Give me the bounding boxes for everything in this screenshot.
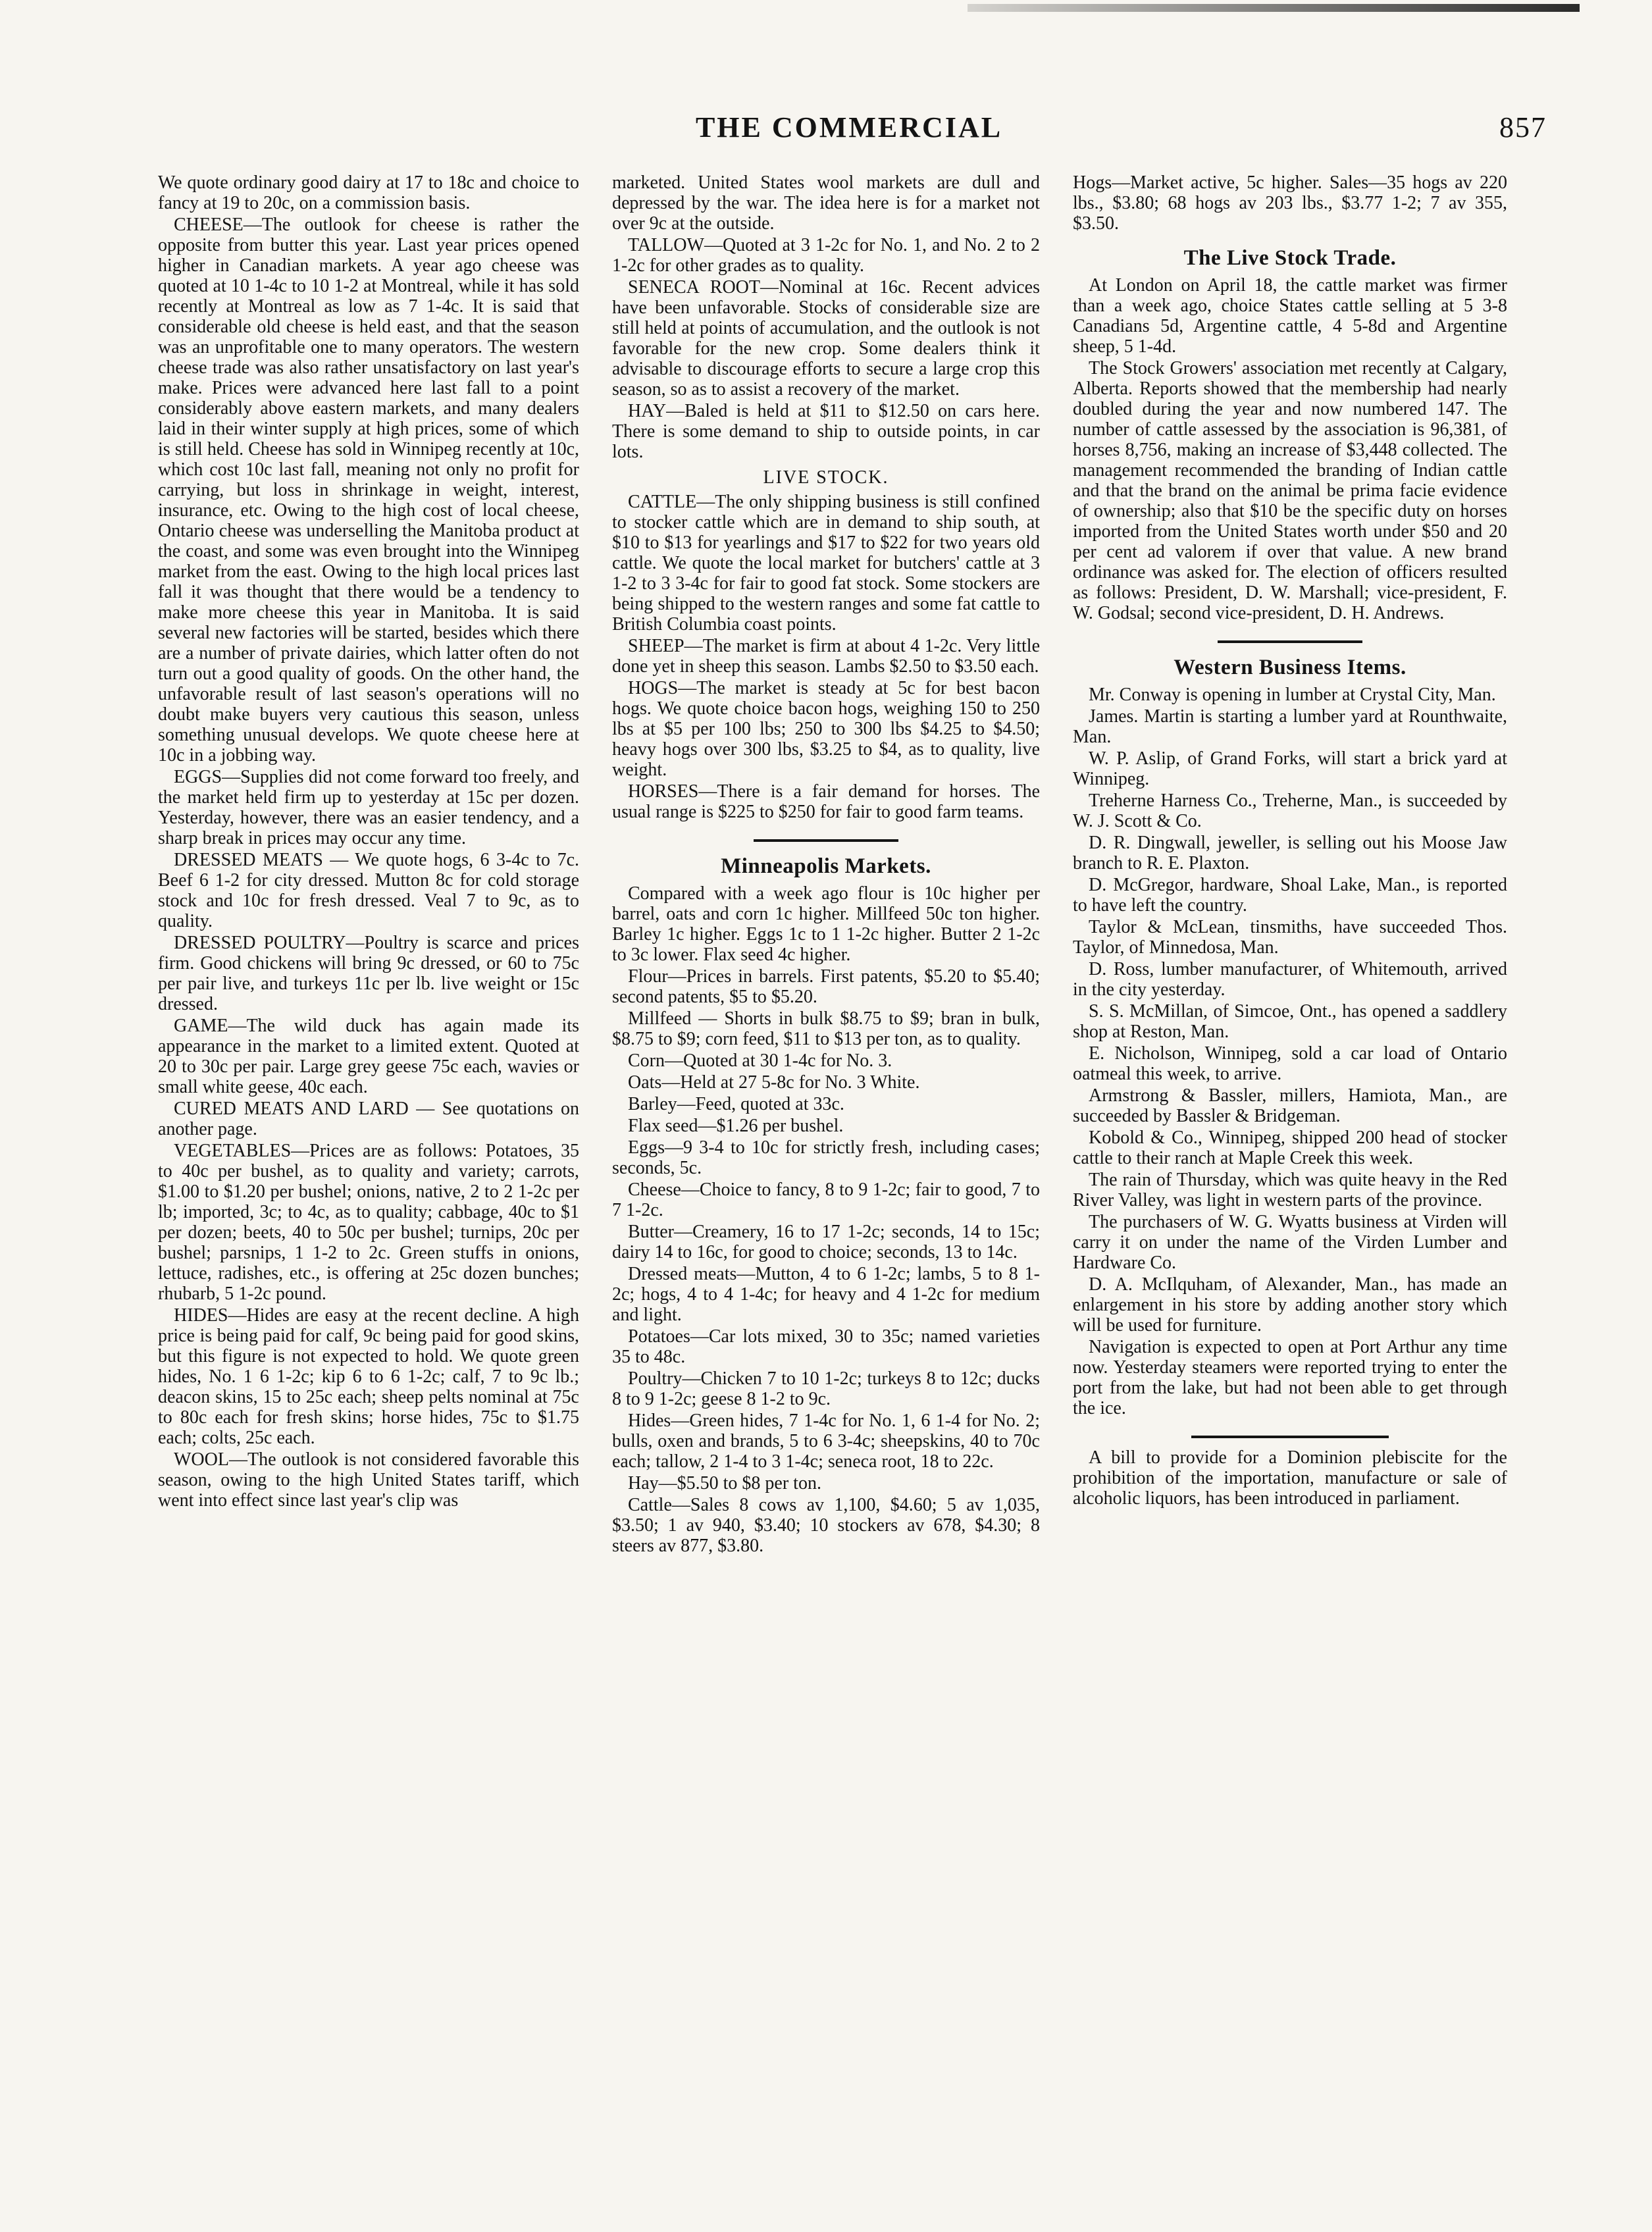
paragraph: marketed. United States wool markets are dull and depressed by the war. The idea here is for a market not over 9c at the outside. (612, 172, 1040, 234)
list-item: The rain of Thursday, which was quite heavy in the Red River Valley, was light in western parts of the province. (1073, 1170, 1507, 1210)
column-2 (612, 172, 1040, 2133)
list-item: D. R. Dingwall, jeweller, is selling out his Moose Jaw branch to R. E. Plaxton. (1073, 833, 1507, 873)
paragraph: Hogs—Market active, 5c higher. Sales—35 hogs av 220 lbs., $3.80; 68 hogs av 203 lbs., $3.77 1-2; 7 av 355, $3.50. (1073, 172, 1507, 234)
paragraph: Flax seed—$1.26 per bushel. (628, 1116, 844, 1136)
paragraph: HORSES—There is a fair demand for horses. The usual range is $225 to $250 for fair to good farm teams. (612, 781, 1040, 822)
section-heading-live-stock: LIVE STOCK. (763, 467, 889, 488)
paragraph: TALLOW—Quoted at 3 1-2c for No. 1, and No. 2 to 2 1-2c for other grades as to quality. (612, 235, 1040, 276)
paragraph: Millfeed — Shorts in bulk $8.75 to $9; bran in bulk, $8.75 to $9; corn feed, $11 to $13 per ton, as to quality. (612, 1008, 1040, 1049)
column-1 (158, 172, 579, 2133)
article-heading-minneapolis: Minneapolis Markets. (721, 854, 931, 878)
paragraph: CATTLE—The only shipping business is still confined to stocker cattle which are in demand to ship south, at $10 to $13 for yearlings and $17 to $22 for two years old cattle. We quote the local market for butchers' cattle at 3 1-2 to 3 3-4c for fair to good fat stock. Some stockers are being shipped to the western ranges and some fat cattle to British Columbia coast points. (612, 492, 1040, 635)
article-heading-western-business: Western Business Items. (1174, 656, 1407, 679)
paragraph: Barley—Feed, quoted at 33c. (628, 1094, 844, 1114)
paragraph: HIDES—Hides are easy at the recent decline. A high price is being paid for calf, 9c being paid for good skins, but this figure is not expected to hold. We quote green hides, No. 1 6 1-2c; kip 6 to 6 1-2c; calf, 7 to 9c lb.; deacon skins, 15 to 25c each; sheep pelts nominal at 75c to 80c each for fresh skins; horse hides, 75c to $1.75 each; colts, 25c each. (158, 1305, 579, 1448)
list-item: D. McGregor, hardware, Shoal Lake, Man., is reported to have left the country. (1073, 875, 1507, 916)
paragraph: Butter—Creamery, 16 to 17 1-2c; seconds, 14 to 15c; dairy 14 to 16c, for good to choice; seconds, 13 to 14c. (612, 1222, 1040, 1262)
paragraph: GAME—The wild duck has again made its appearance in the market to a limited extent. Quoted at 20 to 30c per pair. Large grey geese 75c each, wavies or small white geese, 40c each. (158, 1016, 579, 1097)
publication-title: THE COMMERCIAL (695, 111, 1003, 143)
list-item: W. P. Aslip, of Grand Forks, will start a brick yard at Winnipeg. (1073, 748, 1507, 789)
paragraph: Hay—$5.50 to $8 per ton. (628, 1473, 821, 1493)
paragraph: HOGS—The market is steady at 5c for best bacon hogs. We quote choice bacon hogs, weighing 150 to 250 lbs at $5 per 100 lbs; 250 to 300 lbs $4.25 to $4.50; heavy hogs over 300 lbs, $3.25 to $4, as to quality, live weight. (612, 678, 1040, 780)
list-item: Treherne Harness Co., Treherne, Man., is succeeded by W. J. Scott & Co. (1073, 791, 1507, 831)
paragraph: Potatoes—Car lots mixed, 30 to 35c; named varieties 35 to 48c. (612, 1326, 1040, 1367)
article-heading-live-stock-trade: The Live Stock Trade. (1183, 246, 1397, 270)
list-item: James. Martin is starting a lumber yard at Rounthwaite, Man. (1073, 706, 1507, 747)
paragraph: VEGETABLES—Prices are as follows: Potatoes, 35 to 40c per bushel, as to quality and variety; carrots, $1.00 to $1.20 per bushel; onions, native, 2 to 2 1-2c per lb; imported, 3c; to 4c, as to quality; cabbage, 40c to $1 per dozen; beets, 40 to 50c per bushel; turnips, 20c per bushel; parsnips, 1 1-2 to 2c. Green stuffs in onions, lettuce, radishes, etc., is offering at 25c dozen bunches; rhubarb, 5 1-2c pound. (158, 1141, 579, 1304)
list-item: Mr. Conway is opening in lumber at Crystal City, Man. (1089, 685, 1496, 705)
list-item: S. S. McMillan, of Simcoe, Ont., has opened a saddlery shop at Reston, Man. (1073, 1001, 1507, 1042)
list-item: Armstrong & Bassler, millers, Hamiota, Man., are succeeded by Bassler & Bridgeman. (1073, 1085, 1507, 1126)
paragraph: A bill to provide for a Dominion plebiscite for the prohibition of the importation, manufacture or sale of alcoholic liquors, has been introduced in parliament. (1073, 1447, 1507, 1509)
list-item: Taylor & McLean, tinsmiths, have succeeded Thos. Taylor, of Minnedosa, Man. (1073, 917, 1507, 958)
list-item: D. A. McIlquham, of Alexander, Man., has made an enlargement in his store by adding another story which will be used for furniture. (1073, 1274, 1507, 1336)
paragraph: Dressed meats—Mutton, 4 to 6 1-2c; lambs, 5 to 8 1-2c; hogs, 4 to 4 1-4c; for heavy and 4 1-2c for medium and light. (612, 1264, 1040, 1325)
paragraph: Corn—Quoted at 30 1-4c for No. 3. (628, 1051, 892, 1071)
section-divider (1191, 1436, 1389, 1438)
paragraph: SHEEP—The market is firm at about 4 1-2c. Very little done yet in sheep this season. Lambs $2.50 to $3.50 each. (612, 636, 1040, 677)
paragraph: HAY—Baled is held at $11 to $12.50 on cars here. There is some demand to ship to outside points, in car lots. (612, 401, 1040, 462)
section-divider (754, 839, 898, 842)
paragraph: EGGS—Supplies did not come forward too freely, and the market held firm up to yesterday at 15c per dozen. Yesterday, however, there was an easier tendency, and a sharp break in prices may occur any time. (158, 767, 579, 848)
paragraph: Cattle—Sales 8 cows av 1,100, $4.60; 5 av 1,035, $3.50; 1 av 940, $3.40; 10 stockers av 678, $4.30; 8 steers av 877, $3.80. (612, 1495, 1040, 1556)
page-number: 857 (1499, 111, 1547, 143)
top-decorative-rule (968, 4, 1580, 12)
list-item: D. Ross, lumber manufacturer, of Whitemouth, arrived in the city yesterday. (1073, 959, 1507, 1000)
paragraph: Compared with a week ago flour is 10c higher per barrel, oats and corn 1c higher. Millfeed 50c ton higher. Barley 1c higher. Eggs 1c to 1 1-2c higher. Butter 2 1-2c to 3c lower. Flax seed 4c higher. (612, 883, 1040, 965)
paragraph: CURED MEATS AND LARD — See quotations on another page. (158, 1099, 579, 1139)
paragraph: CHEESE—The outlook for cheese is rather the opposite from butter this year. Last year prices opened higher in Canadian markets. A year ago cheese was quoted at 10 1-4c to 10 1-2 at Montreal, while it has sold recently at Montreal as low as 7 1-4c. It is said that considerable old cheese is held east, and that the season was an unprofitable one to many operators. The western cheese trade was also rather unsatisfactory on last year's make. Prices were advanced here last fall to a point considerably above eastern markets, and many dealers laid in their winter supply at high prices, some of which is still held. Cheese has sold in Winnipeg recently at 10c, which cost 10c last fall, meaning not only no profit for carrying, but loss in shrinkage in weight, interest, insurance, etc. Owing to the high cost of local cheese, Ontario cheese was underselling the Manitoba product at the coast, and some was even brought into the Winnipeg market from the east. Owing to the high local prices last fall it was thought that there would be a tendency to make more cheese this year in Manitoba. It is said several new factories will be started, besides which there are a number of private dairies, which latter often do not turn out a good quality of goods. On the other hand, the unfavorable result of last season's operations will no doubt make buyers very cautious this season, unless something unusual develops. We quote cheese here at 10c in a jobbing way. (158, 215, 579, 766)
paragraph: DRESSED MEATS — We quote hogs, 6 3-4c to 7c. Beef 6 1-2 for city dressed. Mutton 8c for cold storage stock and 10c for fresh dressed. Veal 7 to 9c, as to quality. (158, 850, 579, 931)
paragraph: Oats—Held at 27 5-8c for No. 3 White. (628, 1072, 920, 1093)
list-item: Navigation is expected to open at Port Arthur any time now. Yesterday steamers were reported trying to enter the port from the lake, but had not been able to get through the ice. (1073, 1337, 1507, 1418)
section-divider (1218, 640, 1362, 643)
paragraph: Poultry—Chicken 7 to 10 1-2c; turkeys 8 to 12c; ducks 8 to 9 1-2c; geese 8 1-2 to 9c. (612, 1368, 1040, 1409)
list-item: The purchasers of W. G. Wyatts business at Virden will carry it on under the name of the Virden Lumber and Hardware Co. (1073, 1212, 1507, 1273)
list-item: Kobold & Co., Winnipeg, shipped 200 head of stocker cattle to their ranch at Maple Creek this week. (1073, 1128, 1507, 1168)
paragraph: We quote ordinary good dairy at 17 to 18c and choice to fancy at 19 to 20c, on a commission basis. (158, 172, 579, 213)
paragraph: Eggs—9 3-4 to 10c for strictly fresh, including cases; seconds, 5c. (612, 1137, 1040, 1178)
paragraph: WOOL—The outlook is not considered favorable this season, owing to the high United States tariff, which went into effect since last year's clip was (158, 1449, 579, 1511)
column-3 (1073, 172, 1507, 2133)
paragraph: Flour—Prices in barrels. First patents, $5.20 to $5.40; second patents, $5 to $5.20. (612, 966, 1040, 1007)
paragraph: Cheese—Choice to fancy, 8 to 9 1-2c; fair to good, 7 to 7 1-2c. (612, 1180, 1040, 1220)
paragraph: DRESSED POULTRY—Poultry is scarce and prices firm. Good chickens will bring 9c dressed, or 60 to 75c per pair live, and turkeys 11c per lb. live weight or 15c dressed. (158, 933, 579, 1014)
paragraph: SENECA ROOT—Nominal at 16c. Recent advices have been unfavorable. Stocks of considerable size are still held at points of accumulation, and the outlook is not favorable for the new crop. Some dealers think it advisable to discourage efforts to secure a large crop this season, so as to assist a recovery of the market. (612, 277, 1040, 400)
masthead (151, 111, 1547, 157)
paragraph: Hides—Green hides, 7 1-4c for No. 1, 6 1-4 for No. 2; bulls, oxen and brands, 5 to 6 3-4c; sheepskins, 40 to 70c each; tallow, 2 1-4 to 3 1-4c; seneca root, 18 to 22c. (612, 1411, 1040, 1472)
list-item: E. Nicholson, Winnipeg, sold a car load of Ontario oatmeal this week, to arrive. (1073, 1043, 1507, 1084)
paragraph: The Stock Growers' association met recently at Calgary, Alberta. Reports showed that the membership had nearly doubled during the year and now numbered 147. The number of cattle assessed by the association is 96,381, of horses 8,756, making an increase of $3,448 collected. The management recommended the branding of Indian cattle and that the brand on the animal be prima facie evidence of ownership; also that $10 be the specific duty on horses imported from the United States worth under $50 and 20 per cent ad valorem if over that value. A new brand ordinance was asked for. The election of officers resulted as follows: President, D. W. Marshall; vice-president, F. W. Godsal; second vice-president, D. H. Andrews. (1073, 358, 1507, 623)
paragraph: At London on April 18, the cattle market was firmer than a week ago, choice States cattle selling at 5 3-8 Canadians 5d, Argentine cattle, 4 5-8d and Argentine sheep, 5 1-4d. (1073, 275, 1507, 357)
